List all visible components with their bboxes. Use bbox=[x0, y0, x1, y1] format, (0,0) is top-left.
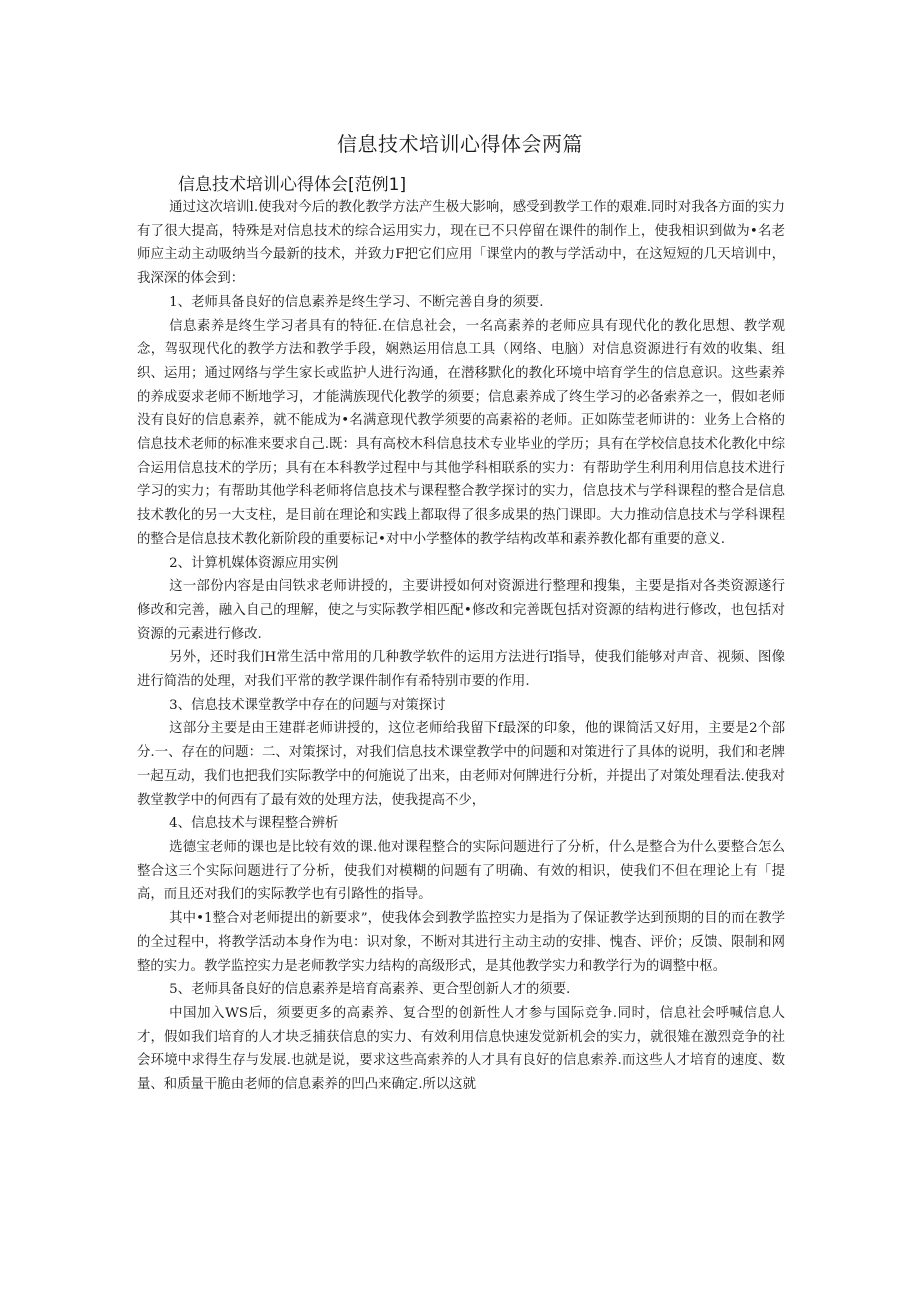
section-heading: 5、老师具备良好的信息素养是培育高素养、更合型创新人才的须要. bbox=[169, 982, 571, 998]
body-paragraph: 通过这次培训l.使我对今后的教化教学方法产生极大影响，感受到教学工作的艰难.同时对我各方面的实力有了很大提高，特殊是对信息技术的综合运用实力，现在已不只停留在课件的制作上，使我相识到做为•名老师应主动主动吸纳当今最新的技术，并致力F把它们应用「课堂内的教与学活动中，在这短短的几天培训中，我深深的体会到： bbox=[137, 200, 785, 287]
body-paragraph: 这一部份内容是由闫铁求老师讲授的，主要讲授如何对资源进行整理和搜集，主要是指对各类资源遂行修改和完善，融入自己的理解，使之与实际教学相匹配•修改和完善既包括对资源的结构进行修改，也包括对资源的元素进行修改. bbox=[137, 579, 785, 642]
body-paragraph: 选德宝老师的课也是比较有效的课.他对课程整合的实际问题进行了分析，什么是整合为什么要整合怎么整合这三个实际问题进行了分析，使我们对模糊的问题有了明确、有效的相识，使我们不但在理论上有「提高，而且还对我们的实际教学也有引路性的指导。 bbox=[137, 839, 785, 903]
section-heading: 3、信息技术课堂教学中存在的问题与对策探讨 bbox=[169, 697, 446, 713]
section-heading: 2、计算机媒体资源应用实例 bbox=[169, 555, 339, 571]
body-paragraph: 信息素养是终生学习者具有的特征.在信息社会，一名高素养的老师应具有现代化的教化思想、教学观念，驾驭现代化的教学方法和教学手段，娴熟运用信息工具（网络、电脑）对信息资源进行有效的收集、组织、运用；通过网络与学生家长或监护人进行沟通，在潜移默化的教化环境中培育学生的信息意识。这些素养的养成耍求老师不断地学习，才能满族现代化教学的须要；信息素养成了终生学习的必备索养之一，假如老师没有良好的信息素养，就不能成为•名满意现代教学须要的高素裕的老师。正如陈莹老师讲的：业务上合格的信息技术老师的标准来要求自己.既：具有高校木科信息技术专业毕业的学历；具有在学校信息技术化教化中综合运用信息技术的学历；具有在本科教学过程中与其他学科相联系的实力：有帮助学生利用利用信息技术进行学习的实力；有帮助其他学科老师将信息技术与课程整合教学探讨的实力，信息技术与学科课程的整合是信息技术教化的另一大支柱，是目前在理论和实践上都取得了很多成果的热门课即。大力推动信息技术与学科课程的整合是信息技术教化新阶段的重要标记•对中小学整体的教学结构改革和素养教化都有重要的意义. bbox=[137, 318, 785, 547]
section-heading: 4、信息技术与课程整合辨析 bbox=[169, 816, 339, 832]
body-paragraph: 其中•1整合对老师提出的新要求”，使我体会到教学监控实力是指为了保证教学达到预期的目的而在教学的全过程中，将教学活动本身作为电：识对象，不断对其进行主动主动的安排、愧杳、评价；反馈、限制和网整的实力。教学监控实力是老师教学实力结构的高级形式，是其他教学实力和教学行为的调整中枢。 bbox=[137, 911, 785, 974]
section-title: 信息技术培训心得体会[范例1] bbox=[178, 175, 407, 195]
body-paragraph: 这部分主要是由王建群老师讲授的，这位老师给我留下f最深的印象，他的课简活又好用，主要是2个部分.一、存在的问题：二、对策探讨，对我们信息技术课堂教学中的问题和对策进行了具体的说明，我们和老牌一起互动，我们也把我们实际教学中的何施说了出来，由老师对何牌进行分析，并提出了对策处理看法.使我对教堂教学中的何西有了最有效的处理方法，使我提高不少， bbox=[137, 721, 785, 808]
document-body bbox=[137, 196, 785, 1097]
body-paragraph: 中国加入WS后，须要更多的高素养、复合型的创新性人才参与国际竞争.同时，信息社会呼喊信息人才，假如我们培育的人才块乏捕获信息的实力、有效利用信息快速发觉新机会的实力，就很雉在激烈竞争的社会环境中求得生存与发展.也就是说，要求这些高索养的人才具有良好的信息索养.而这些人才培育的速度、数量、和质量干脆由老师的信息素养的凹凸来确定.所以这就 bbox=[137, 1005, 785, 1093]
body-paragraph: 另外，还时我们H常生活中常用的几种教学软件的运用方法进行ľ指导，使我们能够对声音、视频、图像进行简浩的处理，对我们平常的教学课件制作有希特别市要的作用. bbox=[137, 650, 785, 690]
section-heading: 1、老师具备良好的信息素养是终生学习、不断完善自身的须要. bbox=[169, 294, 544, 310]
document-title: 信息技术培训心得体会两篇 bbox=[337, 132, 583, 156]
